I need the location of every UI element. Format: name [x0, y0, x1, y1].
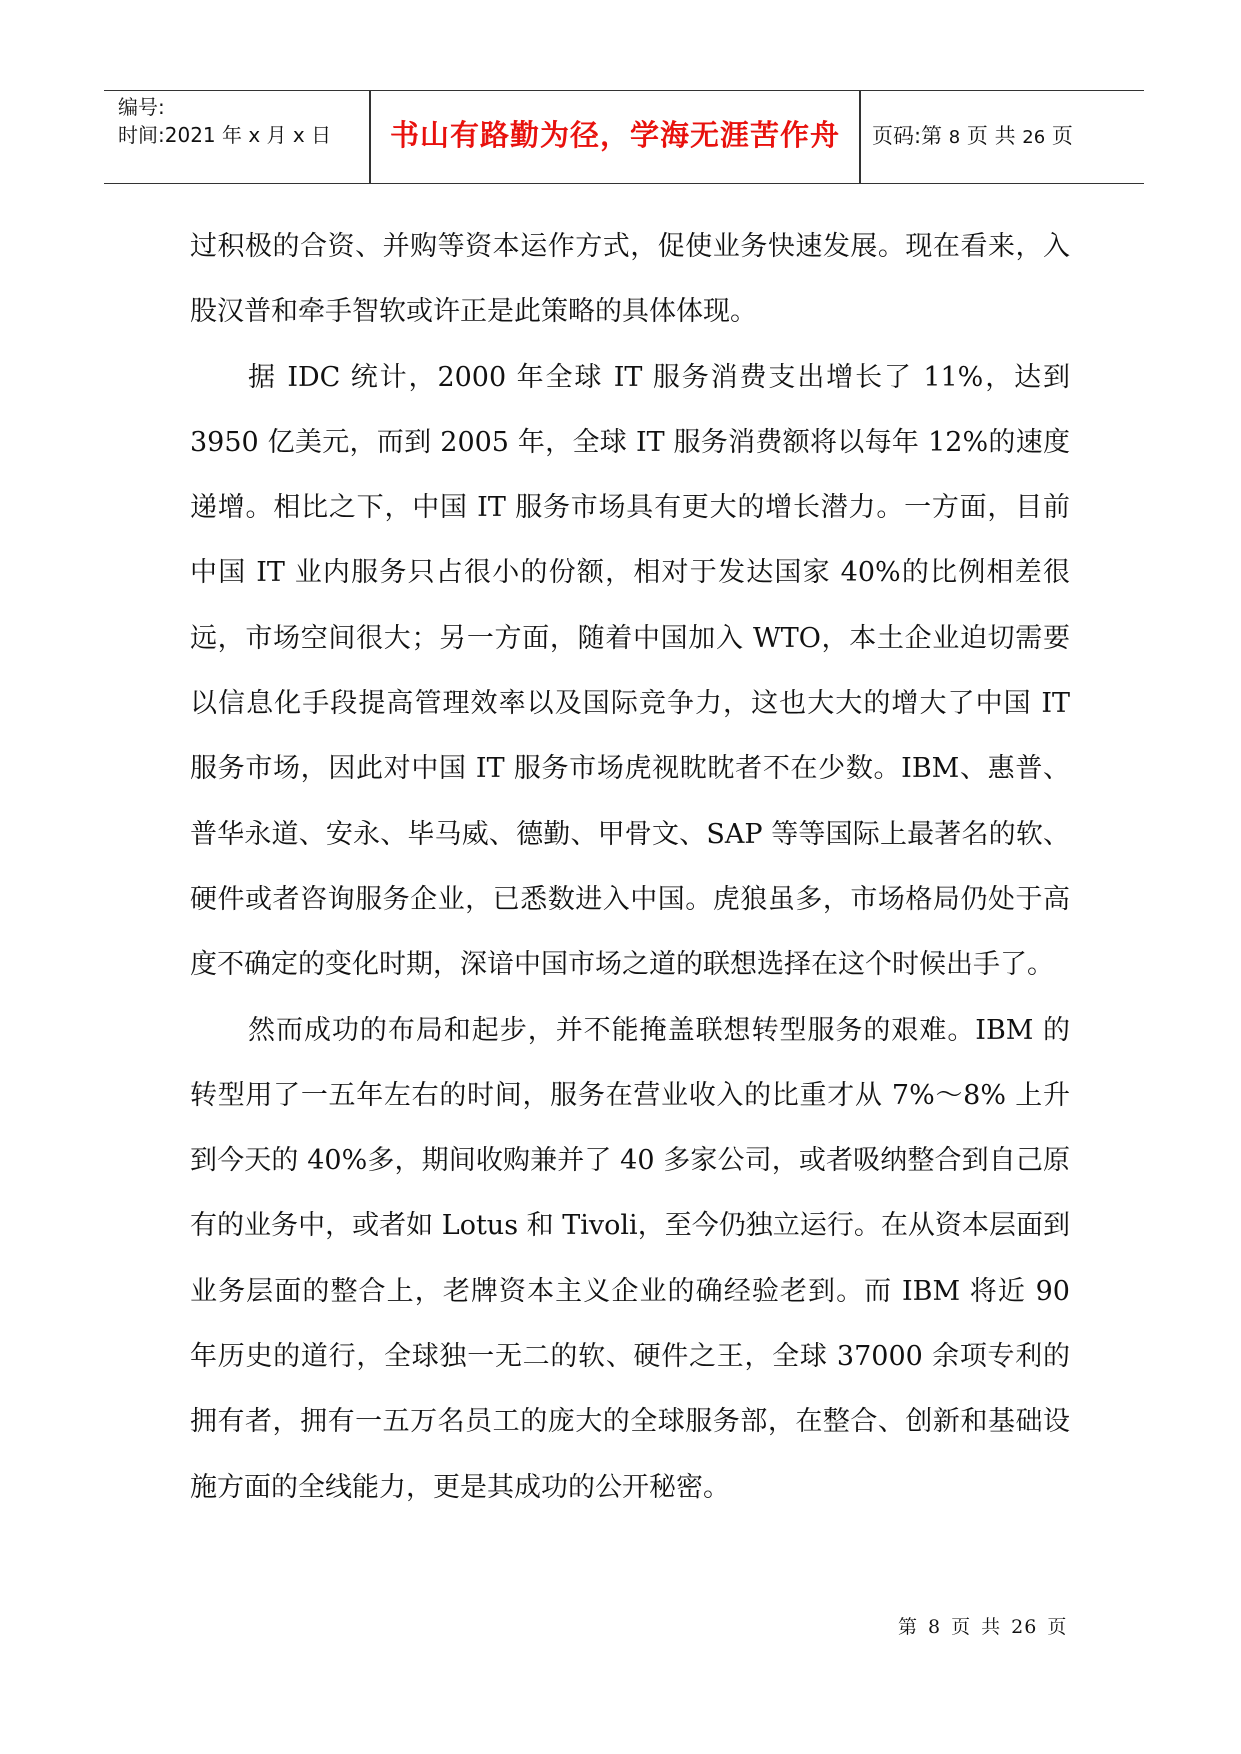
- date-label: 时间:: [118, 123, 165, 147]
- footer-total: 26: [1011, 1616, 1038, 1638]
- page-ye: 页: [966, 124, 988, 148]
- page-ye-total: 页: [1051, 124, 1073, 148]
- page-current: 8: [948, 127, 961, 148]
- header-divider-right: [859, 91, 861, 183]
- page-gong: 共: [994, 124, 1016, 148]
- page-total: 26: [1022, 127, 1046, 148]
- footer-gong: 共: [981, 1616, 1002, 1638]
- paragraph-idc-statistics: 据 IDC 统计，2000 年全球 IT 服务消费支出增长了 11%，达到 3950 亿美元，而到 2005 年，全球 IT 服务消费额将以每年 12%的速度递增。相比之下，中国 IT 服务市场具有更大的增长潜力。一方面，目前中国 IT 业内服务只占很小的份额，相对于发达国家 40%的比例相差很远，市场空间很大；另一方面，随着中国加入 WTO，本土企业迫切需要以信息化手段提高管理效率以及国际竞争力，这也大大的增大了中国 IT 服务市场，因此对中国 IT 服务市场虎视眈眈者不在少数。IBM、惠普、普华永道、安永、毕马威、德勤、甲骨文、SAP 等等国际上最著名的软、硬件或者咨询服务企业，已悉数进入中国。虎狼虽多，市场格局仍处于高度不确定的变化时期，深谙中国市场之道的联想选择在这个时候出手了。: [190, 361, 1070, 981]
- page-footer: [898, 1612, 1077, 1639]
- page-di: 第: [921, 124, 943, 148]
- header-motto: 书山有路勤为径，学海无涯苦作舟: [389, 118, 840, 152]
- date-value: 2021 年 x 月 x 日: [164, 123, 332, 147]
- number-label: 编号:: [118, 95, 165, 119]
- header-date: [118, 121, 368, 149]
- document-body: [190, 214, 1070, 1520]
- page-header: [104, 90, 1144, 184]
- footer-ye: 页: [951, 1616, 972, 1638]
- paragraph-continuation: 过积极的合资、并购等资本运作方式，促使业务快速发展。现在看来，入股汉普和牵手智软或许正是此策略的具体体现。: [190, 231, 1070, 328]
- header-number: [118, 93, 368, 121]
- header-meta: [118, 93, 368, 149]
- footer-ye-total: 页: [1047, 1616, 1068, 1638]
- header-page-info: [872, 121, 1073, 153]
- page-label: 页码:: [872, 124, 922, 148]
- paragraph-ibm-transformation: 然而成功的布局和起步，并不能掩盖联想转型服务的艰难。IBM 的转型用了一五年左右的时间，服务在营业收入的比重才从 7%～8% 上升到今天的 40%多，期间收购兼并了 40 多家公司，或者吸纳整合到自己原有的业务中，或者如 Lotus 和 Tivoli，至今仍独立运行。在从资本层面到业务层面的整合上，老牌资本主义企业的确经验老到。而 IBM 将近 90 年历史的道行，全球独一无二的软、硬件之王，全球 37000 余项专利的拥有者，拥有一五万名员工的庞大的全球服务部，在整合、创新和基础设施方面的全线能力，更是其成功的公开秘密。: [190, 1014, 1070, 1503]
- footer-current: 8: [928, 1616, 942, 1638]
- footer-di: 第: [898, 1616, 919, 1638]
